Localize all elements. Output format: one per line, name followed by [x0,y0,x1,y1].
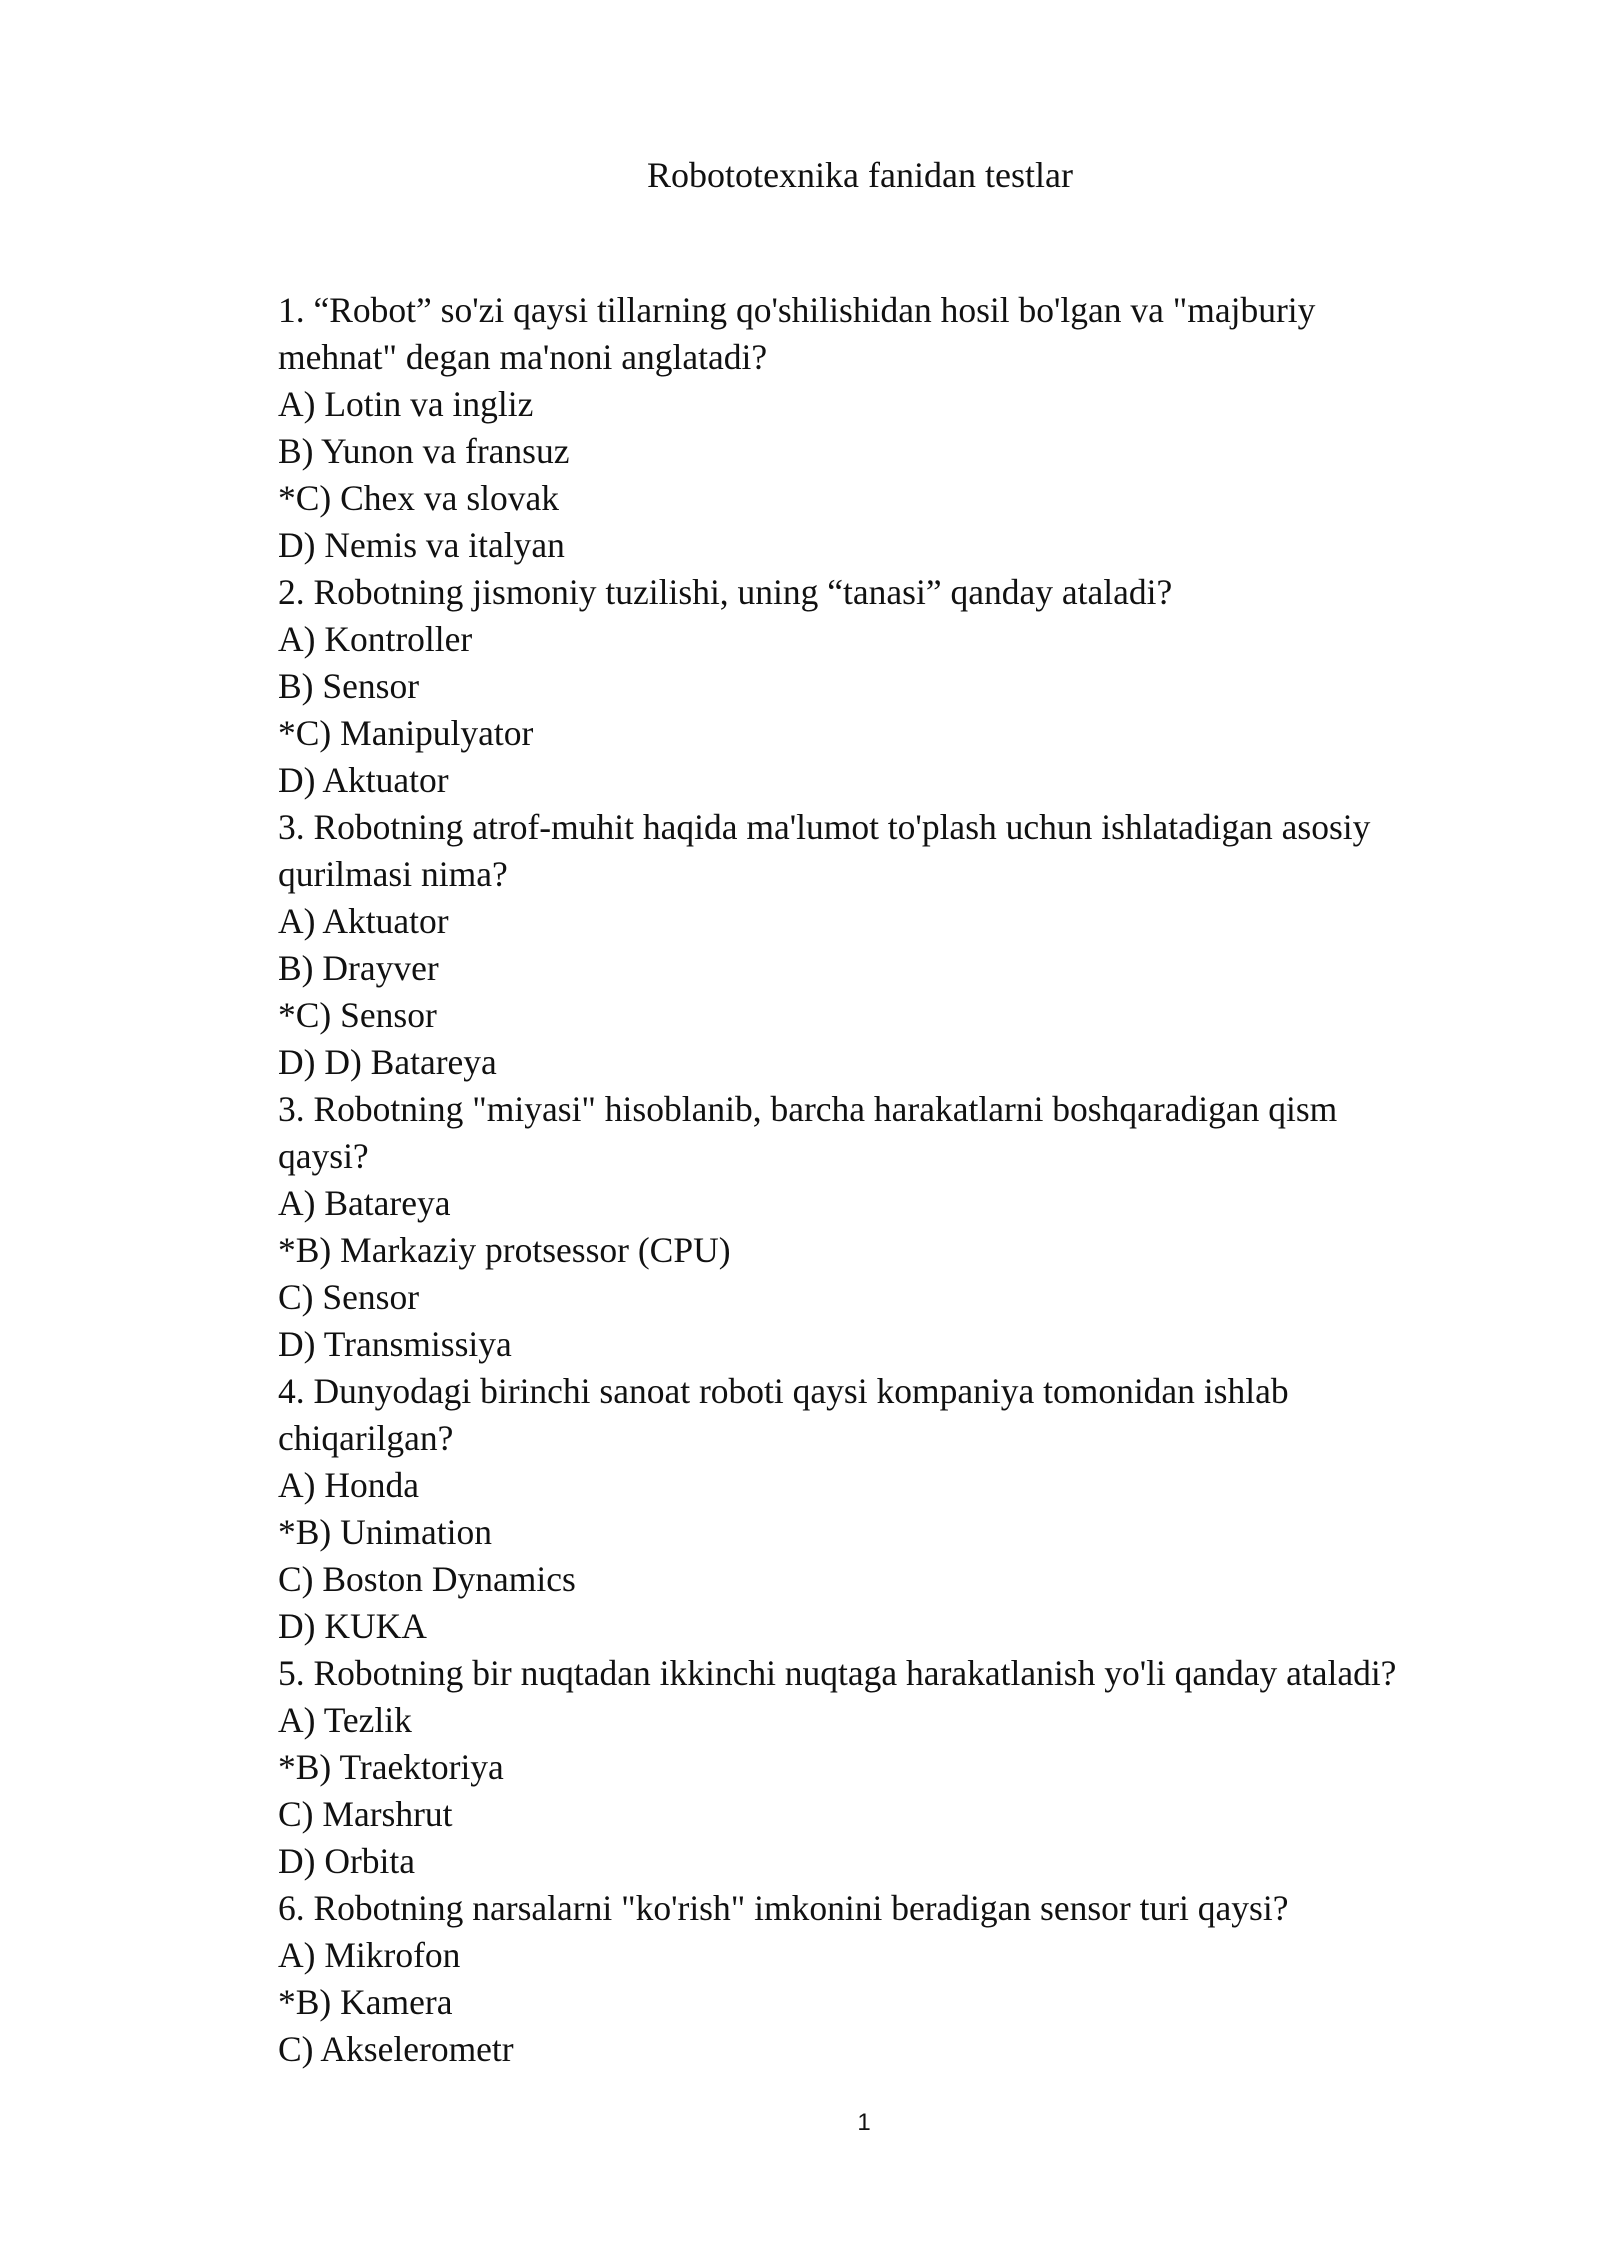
question-3b-option-a: A) Batareya [278,1183,451,1223]
question-2-option-c: *C) Manipulyator [278,713,534,753]
question-2-option-d: D) Aktuator [278,760,449,800]
question-3-option-b: B) Drayver [278,948,439,988]
question-2-text: 2. Robotning jismoniy tuzilishi, uning “tanasi” qanday ataladi? [278,572,1173,612]
question-4-option-b: *B) Unimation [278,1512,492,1552]
question-3b-option-d: D) Transmissiya [278,1324,512,1364]
question-3b-text-continued: qaysi? [278,1136,369,1176]
question-3b-option-b: *B) Markaziy protsessor (CPU) [278,1230,731,1270]
question-6-option-a: A) Mikrofon [278,1935,461,1975]
question-3b-text: 3. Robotning "miyasi" hisoblanib, barcha harakatlarni boshqaradigan qism [278,1089,1338,1129]
question-3b-option-c: C) Sensor [278,1277,420,1317]
question-1-option-b: B) Yunon va fransuz [278,431,570,471]
question-5-option-b: *B) Traektoriya [278,1747,504,1787]
question-1-option-d: D) Nemis va italyan [278,525,565,565]
question-3-option-d: D) D) Batareya [278,1042,497,1082]
question-2-option-a: A) Kontroller [278,619,473,659]
page-number: 1 [857,2109,871,2136]
question-4-option-d: D) KUKA [278,1606,427,1646]
question-1-text-continued: mehnat" degan ma'noni anglatadi? [278,337,768,377]
question-4-option-c: C) Boston Dynamics [278,1559,576,1599]
question-3-option-a: A) Aktuator [278,901,449,941]
question-1-option-c: *C) Chex va slovak [278,478,560,518]
question-5-option-c: C) Marshrut [278,1794,453,1834]
question-5-text: 5. Robotning bir nuqtadan ikkinchi nuqtaga harakatlanish yo'li qanday ataladi? [278,1653,1397,1693]
question-3-text-continued: qurilmasi nima? [278,854,508,894]
question-4-text: 4. Dunyodagi birinchi sanoat roboti qaysi kompaniya tomonidan ishlab [278,1371,1289,1411]
question-6-text: 6. Robotning narsalarni "ko'rish" imkonini beradigan sensor turi qaysi? [278,1888,1289,1928]
question-3-option-c: *C) Sensor [278,995,437,1035]
question-4-option-a: A) Honda [278,1465,419,1505]
test-content [278,287,1478,2073]
question-5-option-d: D) Orbita [278,1841,416,1881]
question-5-option-a: A) Tezlik [278,1700,412,1740]
question-3-text: 3. Robotning atrof-muhit haqida ma'lumot to'plash uchun ishlatadigan asosiy [278,807,1371,847]
question-1-option-a: A) Lotin va ingliz [278,384,534,424]
question-6-option-c: C) Akselerometr [278,2029,514,2069]
question-4-text-continued: chiqarilgan? [278,1418,454,1458]
question-2-option-b: B) Sensor [278,666,420,706]
page-title: Robototexnika fanidan testlar [647,155,1073,195]
question-6-option-b: *B) Kamera [278,1982,453,2022]
question-1-text: 1. “Robot” so'zi qaysi tillarning qo'shilishidan hosil bo'lgan va "majburiy [278,290,1316,330]
